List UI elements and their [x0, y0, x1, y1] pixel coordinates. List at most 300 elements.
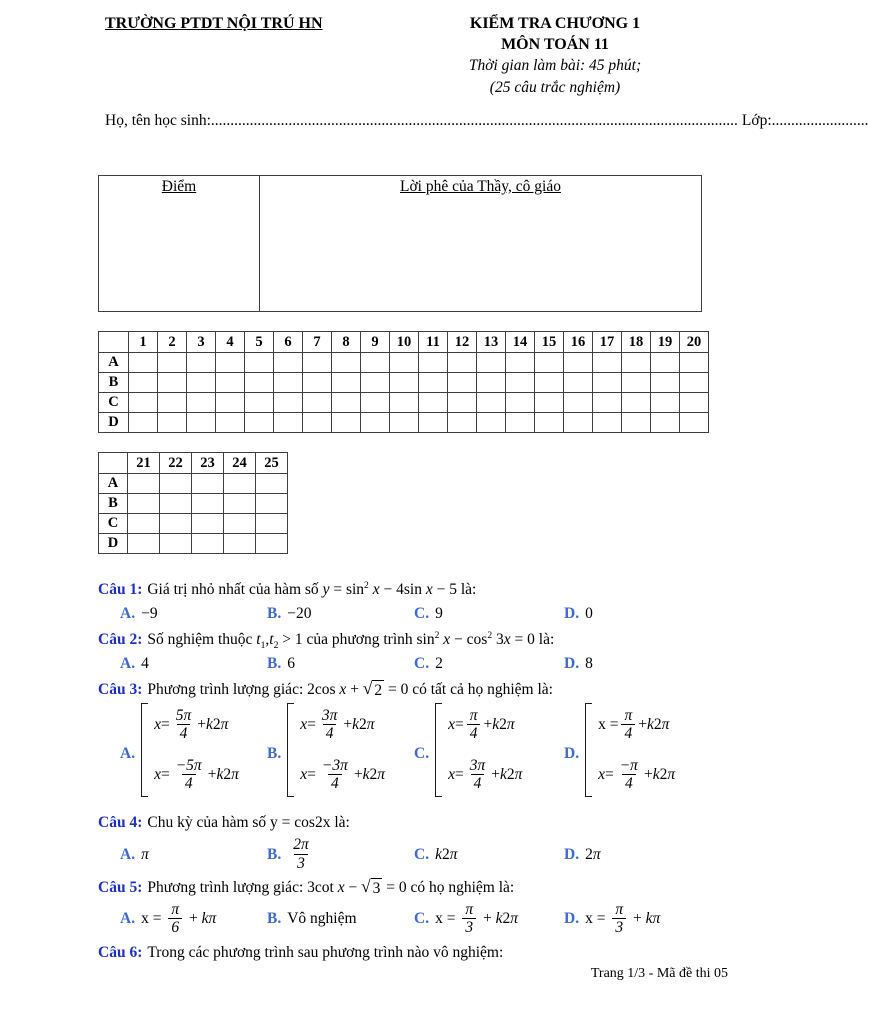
- grid-column-header: 1: [129, 332, 158, 353]
- answer-cell: [361, 413, 390, 433]
- math-text: π: [377, 765, 385, 783]
- math-text: 2: [506, 765, 515, 783]
- math-text: =: [454, 765, 464, 783]
- question-label: Câu 1:: [98, 581, 143, 598]
- answer-cell: [564, 393, 593, 413]
- answer-option: [267, 836, 414, 873]
- math-text: x: [503, 631, 511, 648]
- math-text: π: [510, 909, 518, 927]
- fraction: [467, 707, 481, 744]
- math-text: =: [307, 765, 316, 783]
- math-text: k: [205, 716, 213, 734]
- answer-option: [564, 844, 726, 866]
- fraction-denominator: 4: [182, 774, 196, 793]
- option-label: A.: [120, 605, 136, 622]
- answer-cell: [216, 353, 245, 373]
- grid-column-header: 21: [128, 453, 160, 474]
- math-text: = 0 có tất cả họ nghiệm là:: [384, 681, 553, 698]
- grid-answer-row: [99, 373, 709, 393]
- fraction-denominator: 3: [462, 918, 476, 937]
- answer-cell: [593, 393, 622, 413]
- question-label: Câu 3:: [98, 681, 143, 698]
- fraction-numerator: 3π: [469, 756, 486, 774]
- answer-cell: [361, 393, 390, 413]
- grid-column-header: 2: [158, 332, 187, 353]
- score-cell: [99, 176, 260, 312]
- grid-column-header: 6: [274, 332, 303, 353]
- math-text: 2: [364, 579, 369, 591]
- answer-option: [267, 908, 414, 930]
- answer-cell: [224, 514, 256, 534]
- answer-cell: [256, 514, 288, 534]
- options-row: [120, 836, 726, 873]
- grid-column-header: 18: [622, 332, 651, 353]
- case-line: [598, 757, 675, 794]
- answer-cell: [448, 373, 477, 393]
- questions-list: [98, 579, 726, 964]
- grid-header-row: [99, 453, 288, 474]
- math-text: π: [667, 765, 676, 783]
- answer-cell: [651, 353, 680, 373]
- math-text: 6: [287, 655, 295, 672]
- grid-column-header: 8: [332, 332, 361, 353]
- fraction-denominator: 3: [294, 854, 308, 873]
- math-text: 2: [653, 716, 662, 734]
- answer-cell: [390, 393, 419, 413]
- grid-row-label: B: [99, 373, 129, 393]
- option-content: [585, 603, 593, 625]
- answer-cell: [506, 353, 535, 373]
- answer-cell: [160, 474, 192, 494]
- option-label: B.: [267, 845, 282, 863]
- math-text: 2: [273, 640, 279, 652]
- answer-option: [414, 653, 564, 675]
- answer-cell: [477, 393, 506, 413]
- answer-cell: [535, 413, 564, 433]
- math-text: kπ: [201, 909, 217, 927]
- page-footer: Trang 1/3 - Mã đề thi 05: [590, 966, 728, 981]
- question: [98, 629, 726, 675]
- answer-cell: [224, 534, 256, 554]
- score-table: [98, 175, 702, 312]
- question: [98, 812, 726, 873]
- answer-cell: [477, 373, 506, 393]
- question-label: Câu 5:: [98, 878, 143, 896]
- math-text: π: [661, 716, 670, 734]
- answer-cell: [506, 373, 535, 393]
- math-text: +: [638, 716, 647, 734]
- answer-option: [267, 703, 414, 804]
- cases-bracket-icon: [435, 703, 442, 797]
- answer-option: [120, 844, 267, 866]
- option-content: [435, 901, 518, 938]
- answer-cell: [564, 373, 593, 393]
- fraction-numerator: −5π: [175, 756, 202, 774]
- grid-column-header: 11: [419, 332, 448, 353]
- fraction: [290, 836, 312, 873]
- answer-cell: [593, 373, 622, 393]
- math-text: x: [448, 765, 455, 783]
- math-text: 9: [435, 605, 443, 622]
- answer-cell: [622, 413, 651, 433]
- class-label: Lớp:: [741, 112, 772, 129]
- answer-cell: [274, 373, 303, 393]
- answer-cell: [216, 413, 245, 433]
- fraction: [319, 757, 351, 794]
- option-label: B.: [267, 605, 282, 622]
- option-content: [585, 703, 675, 804]
- answer-cell: [680, 353, 709, 373]
- math-text: 0: [585, 605, 593, 622]
- math-text: kπ: [645, 909, 661, 927]
- answer-cell: [361, 373, 390, 393]
- answer-cell: [651, 393, 680, 413]
- grid-header-row: [99, 332, 709, 353]
- option-content: [585, 901, 660, 938]
- fraction-numerator: π: [171, 900, 180, 918]
- math-text: k: [495, 909, 503, 927]
- answer-option: [267, 603, 414, 625]
- answer-cell: [274, 393, 303, 413]
- answer-cell: [245, 373, 274, 393]
- grid-answer-row: [99, 534, 288, 554]
- answer-cell: [651, 413, 680, 433]
- math-text: =: [454, 716, 464, 734]
- math-text: k: [216, 765, 224, 783]
- math-text: π: [141, 845, 149, 863]
- math-text: Số nghiệm thuộc: [147, 631, 257, 648]
- math-text: t: [256, 631, 261, 648]
- math-text: x: [421, 581, 433, 598]
- option-content: [287, 908, 356, 930]
- answer-cell: [245, 393, 274, 413]
- answer-option: [414, 603, 564, 625]
- math-text: +: [197, 716, 206, 734]
- answer-cell: [506, 393, 535, 413]
- option-content: [435, 844, 457, 866]
- option-content: [435, 653, 443, 675]
- answer-cell: [332, 393, 361, 413]
- math-text: +: [479, 909, 496, 927]
- answer-cell: [224, 474, 256, 494]
- answer-cell: [158, 353, 187, 373]
- math-text: π: [506, 716, 515, 734]
- math-text: π: [514, 765, 523, 783]
- grid-column-header: 12: [448, 332, 477, 353]
- answer-grid-21-25: [98, 452, 288, 554]
- math-text: 2: [434, 629, 440, 641]
- math-text: Phương trình lượng giác: 2cos: [147, 681, 336, 698]
- fraction-denominator: 4: [467, 724, 481, 743]
- math-text: +: [353, 765, 363, 783]
- answer-option: [120, 703, 267, 804]
- math-text: = 0 là:: [510, 631, 555, 648]
- teacher-comment-header: Lời phê của Thầy, cô giáo: [400, 178, 561, 195]
- grid-column-header: 19: [651, 332, 680, 353]
- answer-cell: [187, 413, 216, 433]
- fraction-numerator: 2π: [293, 836, 309, 854]
- case-line: [448, 707, 522, 744]
- fraction-denominator: 4: [622, 774, 636, 793]
- option-label: D.: [564, 605, 580, 622]
- answer-cell: [256, 534, 288, 554]
- grid-column-header: 17: [593, 332, 622, 353]
- math-text: k: [362, 765, 370, 783]
- grid-row-label: C: [99, 514, 128, 534]
- math-text: x: [439, 631, 451, 648]
- answer-cell: [564, 413, 593, 433]
- answer-cell: [680, 373, 709, 393]
- math-text: > 1 của phương trình sin: [278, 631, 435, 648]
- option-label: C.: [414, 910, 430, 928]
- answer-cell: [622, 393, 651, 413]
- answer-cell: [256, 494, 288, 514]
- solution-cases: [287, 703, 385, 797]
- grid-column-header: 7: [303, 332, 332, 353]
- grid-column-header: 9: [361, 332, 390, 353]
- question: [98, 942, 726, 964]
- math-text: 1: [260, 640, 266, 652]
- grid-column-header: 14: [506, 332, 535, 353]
- fraction: [173, 757, 205, 794]
- math-text: +: [346, 681, 363, 698]
- answer-cell: [332, 373, 361, 393]
- score-header: Điểm: [161, 178, 197, 195]
- question-text-line: [98, 679, 726, 701]
- answer-cell: [303, 393, 332, 413]
- student-name-dotted-line: ........................................................................................................................................: [210, 112, 738, 129]
- math-text: 2: [659, 765, 668, 783]
- question-text-line: [98, 942, 726, 964]
- math-text: − cos: [450, 631, 488, 648]
- case-line: [300, 707, 385, 744]
- answer-option: [120, 901, 267, 938]
- answer-option: [267, 653, 414, 675]
- options-row: [120, 653, 726, 675]
- math-text: 2: [435, 655, 443, 672]
- answer-cell: [506, 413, 535, 433]
- math-text: +: [491, 765, 500, 783]
- option-content: [585, 844, 601, 866]
- options-row: [120, 703, 726, 804]
- math-text: 2: [359, 716, 367, 734]
- cases-bracket-icon: [141, 703, 148, 797]
- grid-answer-row: [99, 353, 709, 373]
- radicand: 2: [374, 682, 383, 700]
- answer-cell: [129, 353, 158, 373]
- fraction: [462, 901, 476, 938]
- answer-cell: [128, 514, 160, 534]
- math-text: +: [343, 716, 353, 734]
- answer-cell: [192, 514, 224, 534]
- option-content: [287, 653, 295, 675]
- math-text: ,: [265, 631, 270, 648]
- math-text: k: [492, 716, 500, 734]
- grid-column-header: 22: [160, 453, 192, 474]
- option-label: B.: [267, 910, 282, 928]
- answer-cell: [216, 373, 245, 393]
- math-text: x: [154, 765, 161, 783]
- math-text: =: [307, 716, 316, 734]
- fraction: [467, 757, 489, 794]
- answer-option: [414, 703, 564, 804]
- answer-cell: [129, 393, 158, 413]
- math-text: x: [333, 878, 345, 896]
- grid-column-header: 20: [680, 332, 709, 353]
- question-label: Câu 6:: [98, 943, 143, 961]
- square-root: [363, 680, 384, 700]
- grid-column-header: 25: [256, 453, 288, 474]
- case-line: [154, 757, 239, 794]
- option-label: D.: [564, 744, 580, 762]
- fraction: [168, 901, 182, 938]
- answer-option: [414, 844, 564, 866]
- answer-cell: [192, 494, 224, 514]
- grid-row-label: A: [99, 474, 128, 494]
- math-text: 2: [499, 716, 507, 734]
- option-label: A.: [120, 744, 136, 762]
- answer-cell: [390, 353, 419, 373]
- question-label: Câu 4:: [98, 814, 143, 832]
- case-line: [154, 707, 239, 744]
- math-text: Phương trình lượng giác: 3cot: [147, 878, 334, 896]
- math-text: Chu kỳ của hàm số y = cos2x là:: [147, 814, 350, 832]
- student-name-label: Họ, tên học sinh:: [105, 112, 211, 129]
- math-text: x: [598, 765, 605, 783]
- math-text: Vô nghiệm: [287, 910, 357, 928]
- option-content: [141, 901, 216, 938]
- option-label: A.: [120, 655, 136, 672]
- math-text: x: [368, 581, 380, 598]
- answer-cell: [535, 373, 564, 393]
- fraction-denominator: 4: [323, 724, 337, 743]
- answer-option: [414, 901, 564, 938]
- math-text: −9: [141, 605, 158, 622]
- option-label: B.: [267, 744, 282, 762]
- fraction-numerator: π: [624, 707, 633, 724]
- option-content: [141, 603, 158, 625]
- math-text: x =: [585, 909, 610, 927]
- radicand: 3: [372, 880, 381, 898]
- answer-cell: [564, 353, 593, 373]
- option-label: C.: [414, 744, 430, 762]
- answer-cell: [129, 373, 158, 393]
- answer-cell: [651, 373, 680, 393]
- answer-grid-1-20: [98, 331, 709, 433]
- answer-cell: [158, 413, 187, 433]
- answer-cell: [158, 393, 187, 413]
- option-content: [585, 653, 593, 675]
- option-label: D.: [564, 655, 580, 672]
- school-name: TRƯỜNG PTDT NỘI TRÚ HN: [105, 15, 323, 32]
- answer-cell: [245, 413, 274, 433]
- math-text: = sin: [329, 581, 365, 598]
- answer-cell: [390, 373, 419, 393]
- math-text: x: [448, 716, 455, 734]
- grid-corner-cell: [99, 453, 128, 474]
- fraction-denominator: 4: [328, 774, 342, 793]
- answer-cell: [187, 353, 216, 373]
- math-text: 2: [369, 765, 378, 783]
- option-content: [287, 703, 385, 804]
- grid-column-header: 16: [564, 332, 593, 353]
- answer-cell: [245, 353, 274, 373]
- radical-sign: √: [362, 679, 373, 699]
- question-text-line: [98, 629, 726, 651]
- math-text: 2: [223, 765, 232, 783]
- math-text: π: [592, 845, 601, 863]
- fraction: [612, 901, 626, 938]
- math-text: =: [160, 716, 170, 734]
- math-text: 2: [585, 845, 593, 863]
- answer-cell: [680, 413, 709, 433]
- grid-column-header: 3: [187, 332, 216, 353]
- answer-cell: [477, 353, 506, 373]
- answer-cell: [622, 353, 651, 373]
- math-text: +: [185, 909, 202, 927]
- answer-cell: [274, 353, 303, 373]
- case-lines: [598, 703, 675, 797]
- answer-cell: [256, 474, 288, 494]
- option-label: B.: [267, 655, 282, 672]
- options-row: [120, 603, 726, 625]
- fraction-numerator: π: [469, 707, 478, 724]
- option-content: [287, 836, 315, 873]
- math-text: π: [220, 716, 229, 734]
- math-text: +: [629, 909, 646, 927]
- math-text: Giá trị nhỏ nhất của hàm số: [147, 581, 323, 598]
- grid-row-label: A: [99, 353, 129, 373]
- answer-cell: [390, 413, 419, 433]
- fraction-denominator: 3: [612, 918, 626, 937]
- math-text: Trong các phương trình sau phương trình nào vô nghiệm:: [147, 943, 504, 961]
- fraction: [621, 707, 635, 744]
- math-text: −20: [287, 605, 312, 622]
- exam-title: KIỂM TRA CHƯƠNG 1: [469, 15, 641, 32]
- case-lines: [448, 703, 522, 797]
- option-content: [141, 703, 239, 804]
- question: [98, 679, 726, 804]
- fraction-numerator: −3π: [321, 756, 348, 774]
- class-dotted-line: .........................: [771, 112, 869, 129]
- grid-column-header: 24: [224, 453, 256, 474]
- grid-row-label: D: [99, 534, 128, 554]
- teacher-comment-cell: [260, 176, 702, 312]
- grid-column-header: 10: [390, 332, 419, 353]
- grid-row-label: B: [99, 494, 128, 514]
- option-label: C.: [414, 605, 430, 622]
- math-text: k: [652, 765, 660, 783]
- answer-cell: [128, 494, 160, 514]
- option-content: [435, 703, 522, 804]
- fraction-numerator: π: [615, 900, 624, 918]
- option-content: [141, 653, 149, 675]
- answer-cell: [187, 373, 216, 393]
- exam-title-block: [422, 13, 688, 99]
- grid-column-header: 15: [535, 332, 564, 353]
- answer-cell: [160, 534, 192, 554]
- option-label: A.: [120, 845, 136, 863]
- answer-cell: [192, 534, 224, 554]
- square-root: [361, 878, 382, 898]
- question-text-line: [98, 812, 726, 834]
- answer-option: [564, 653, 726, 675]
- math-text: 2: [487, 629, 493, 641]
- grid-column-header: 5: [245, 332, 274, 353]
- math-text: −: [344, 878, 362, 896]
- math-text: = 0 có họ nghiệm là:: [382, 878, 515, 896]
- answer-cell: [160, 494, 192, 514]
